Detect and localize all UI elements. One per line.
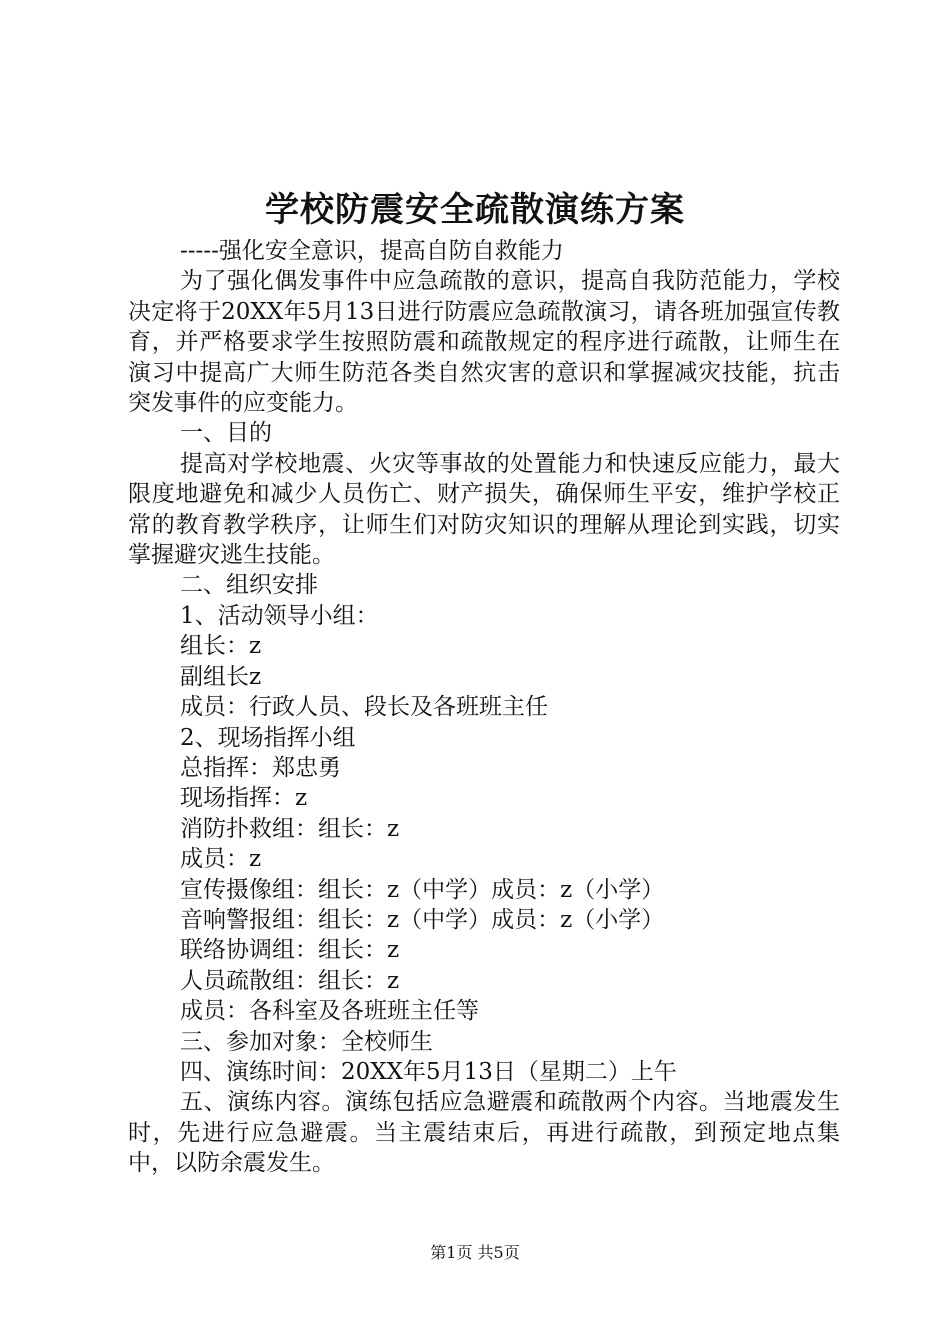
command-group-heading: 2、现场指挥小组 <box>180 724 356 751</box>
evacuation-members: 成员：各科室及各班班主任等 <box>180 998 479 1025</box>
intro-paragraph: 为了强化偶发事件中应急疏散的意识，提高自我防范能力，学校决定将于20XX年5月13日进行防震应急疏散演习，请各班加强宣传教育，并严格要求学生按照防震和疏散规定的程序进行疏散，让师生在演习中提高广大师生防范各类自然灾害的意识和掌握减灾技能，抗击突发事件的应变能力。 <box>128 268 840 417</box>
document-subtitle: -----强化安全意识，提高自防自救能力 <box>180 238 564 264</box>
section-drill-time: 四、演练时间：20XX年5月13日（星期二）上午 <box>180 1058 677 1085</box>
leadership-group-leader: 组长：z <box>180 633 262 660</box>
document-title: 学校防震安全疏散演练方案 <box>265 190 685 230</box>
evacuation-group: 人员疏散组：组长：z <box>180 967 400 994</box>
section-heading-organization: 二、组织安排 <box>180 572 318 599</box>
fire-rescue-members: 成员：z <box>180 846 262 873</box>
leadership-group-members: 成员：行政人员、段长及各班班主任 <box>180 694 548 721</box>
section-heading-purpose: 一、目的 <box>180 420 272 447</box>
document-body <box>128 236 840 1179</box>
fire-rescue-group: 消防扑救组：组长：z <box>180 815 400 842</box>
purpose-paragraph: 提高对学校地震、火灾等事故的处置能力和快速反应能力，最大限度地避免和减少人员伤亡、财产损失，确保师生平安，维护学校正常的教育教学秩序，让师生们对防灾知识的理解从理论到实践，切实掌握避灾逃生技能。 <box>128 450 840 569</box>
media-group: 宣传摄像组：组长：z（中学）成员：z（小学） <box>180 876 665 903</box>
liaison-group: 联络协调组：组长：z <box>180 937 400 964</box>
command-chief: 总指挥：郑忠勇 <box>180 754 341 781</box>
section-drill-content: 五、演练内容。演练包括应急避震和疏散两个内容。当地震发生时，先进行应急避震。当主震结束后，再进行疏散，到预定地点集中，以防余震发生。 <box>128 1089 840 1177</box>
section-participants: 三、参加对象：全校师生 <box>180 1028 433 1055</box>
page-number-footer: 第1页 共5页 <box>430 1243 520 1262</box>
command-onsite: 现场指挥：z <box>180 785 308 812</box>
leadership-group-deputy: 副组长z <box>180 663 262 690</box>
leadership-group-heading: 1、活动领导小组： <box>180 602 379 629</box>
alarm-group: 音响警报组：组长：z（中学）成员：z（小学） <box>180 906 665 933</box>
